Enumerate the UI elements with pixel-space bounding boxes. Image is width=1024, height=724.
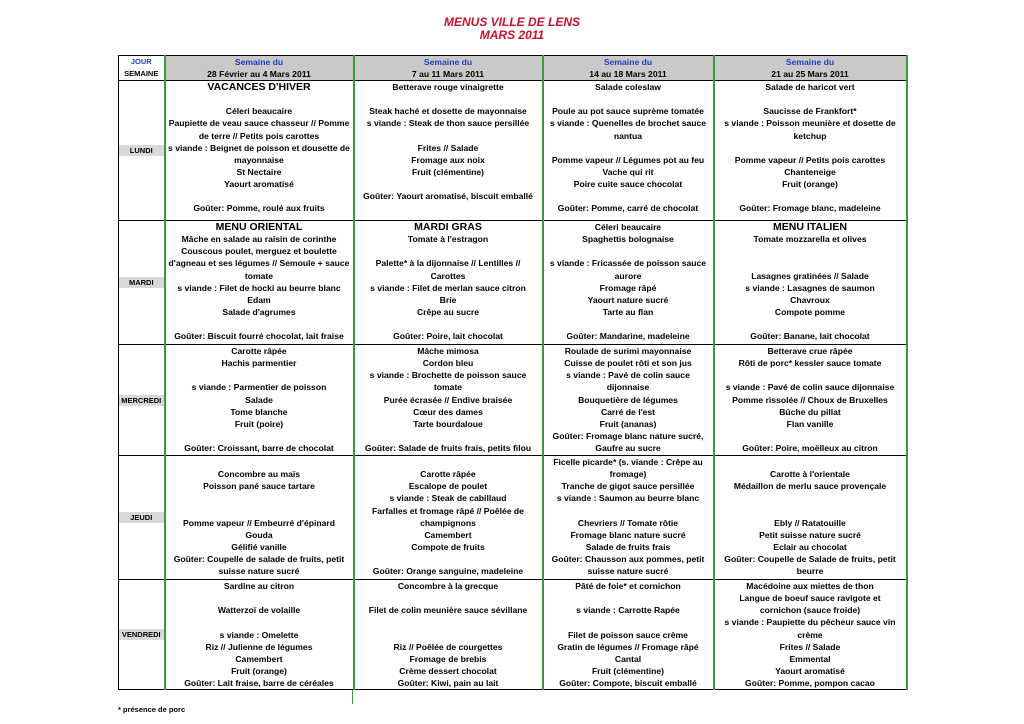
menu-line: Salade d'agrumes (222, 306, 296, 317)
menu-line (715, 369, 906, 381)
menu-line: Bouquetière de légumes (578, 394, 678, 405)
menu-line: Pomme vapeur // Légumes pot au feu (551, 154, 705, 165)
menu-line: Cantal (614, 653, 642, 664)
menu-line: de terre // Petits pois carottes (198, 130, 320, 141)
menu-line: aurore (614, 270, 642, 281)
week-dates: 28 Février au 4 Mars 2011 (207, 69, 311, 80)
menu-line: Crème dessert chocolat (399, 665, 497, 676)
day-name: JEUDI (119, 512, 164, 523)
menu-line: Salade de fruits frais (585, 541, 671, 552)
day-row-lundi (119, 81, 907, 221)
menu-line: Goûter: Pomme, roulé aux fruits (193, 203, 325, 214)
menu-line: Goûter: Compote, biscuit emballé (559, 677, 697, 688)
menu-line: fromage) (609, 469, 647, 480)
menu-line: Salade de haricot vert (765, 82, 855, 93)
menu-line: Couscous poulet, merguez et boulette (181, 246, 337, 257)
menu-line: Concombre au maïs (217, 469, 301, 480)
menu-line (715, 505, 906, 517)
menu-line: Goûter: Fromage blanc nature sucré, (552, 430, 704, 441)
menu-line: nantua (613, 130, 643, 141)
menu-line: Concombre à la grecque (397, 581, 499, 592)
menu-line: Fruit (clémentine) (591, 665, 665, 676)
menu-line (544, 190, 713, 202)
menu-line: Filet de poisson sauce crème (568, 629, 688, 640)
menu-line: Fruit (clémentine) (411, 166, 485, 177)
menu-line: Goûter: Lait fraise, barre de céréales (184, 677, 334, 688)
menu-table (118, 55, 908, 690)
menu-line: Pomme vapeur // Embeurré d'épinard (182, 517, 335, 528)
menu-cell (714, 345, 907, 456)
menu-line: Flan vanille (786, 418, 834, 429)
day-name: LUNDI (119, 145, 164, 156)
menu-line: Gaufre au sucre (595, 442, 661, 453)
menu-line: Roulade de surimi mayonnaise (564, 346, 692, 357)
menu-line (355, 318, 542, 330)
day-cell (119, 221, 165, 345)
menu-line: Frites // Salade (417, 142, 479, 153)
menu-line: Fromage aux noix (411, 154, 485, 165)
menu-line: MARDI GRAS (414, 221, 482, 234)
menu-line: Goûter: Yaourt aromatisé, biscuit emballé (363, 191, 533, 202)
week-label: Semaine du (603, 57, 653, 67)
menu-cell (165, 221, 354, 345)
menu-cell (543, 456, 714, 580)
day-cell (119, 456, 165, 580)
day-cell (119, 580, 165, 690)
page-title: MENUS VILLE DE LENS (443, 15, 580, 29)
page-subtitle: MARS 2011 (479, 28, 545, 42)
menu-line: St Nectaire (236, 166, 282, 177)
menu-cell (165, 81, 354, 221)
menu-line: Filet de colin meunière sauce sévillane (368, 605, 528, 616)
menu-line: Céleri beaucaire (594, 222, 662, 233)
menu-line (544, 245, 713, 257)
menu-line: Yaourt aromatisé (775, 665, 845, 676)
menu-line (355, 592, 542, 604)
menu-line: Petit suisse nature sucré (759, 529, 861, 540)
menu-line (715, 430, 906, 442)
menu-line (715, 318, 906, 330)
menu-line (355, 629, 542, 641)
divider-line (352, 690, 353, 704)
menu-line: Céleri beaucaire (225, 106, 293, 117)
menu-cell (543, 81, 714, 221)
jour-label: JOUR (130, 57, 152, 66)
menu-line: tomate (433, 382, 463, 393)
menu-line: Riz // Poêlée de courgettes (393, 641, 503, 652)
menu-line: s viande : Quenelles de brochet sauce (549, 118, 707, 129)
menu-line: Carré de l'est (600, 406, 656, 417)
menu-line: s viande : Pavé de colin sauce (566, 370, 690, 381)
menu-line: s viande : Lasagnes de saumon (745, 282, 875, 293)
menu-cell (543, 221, 714, 345)
week-dates: 7 au 11 Mars 2011 (411, 69, 485, 80)
menu-line: Ebly // Ratatouille (774, 517, 846, 528)
menu-line: champignons (420, 517, 476, 528)
menu-line: Eclair au chocolat (773, 541, 847, 552)
menu-line: s viande : Steak de cabillaud (389, 493, 507, 504)
menu-line: Goûter: Poire, moëlleux au citron (742, 442, 878, 453)
menu-line: Watterzoï de volaille (217, 605, 301, 616)
menu-line: Tomate à l'estragon (407, 234, 489, 245)
menu-line: mayonnaise (234, 154, 284, 165)
menu-line: Betterave crue râpée (767, 346, 853, 357)
week-label: Semaine du (234, 57, 284, 67)
menu-line: Goûter: Kiwi, pain au lait (397, 677, 499, 688)
menu-line: Pomme rissolée // Choux de Bruxelles (732, 394, 888, 405)
menu-line: Cœur des dames (413, 406, 483, 417)
menu-line (544, 142, 713, 154)
menu-line: Riz // Julienne de légumes (205, 641, 313, 652)
menu-line: Rôti de porc* kessler sauce tomate (738, 358, 882, 369)
menu-line: tomate (244, 270, 274, 281)
menu-line: Carotte râpée (231, 346, 287, 357)
menu-line: Spaghettis bolognaise (582, 234, 674, 245)
menu-line: Tranche de gigot sauce persillée (561, 481, 695, 492)
menu-line: s viande : Pavé de colin sauce dijonnaise (725, 382, 895, 393)
menu-line: Bûche du pillat (779, 406, 841, 417)
week-header-3 (543, 56, 714, 81)
menu-line: ketchup (793, 130, 827, 141)
menu-line: Carotte à l'orientale (770, 469, 850, 480)
menu-line: s viande : Carrotte Rapée (576, 605, 680, 616)
week-dates: 14 au 18 Mars 2011 (589, 69, 667, 80)
menu-line: suisse nature sucré (587, 566, 669, 577)
menu-line: Carottes (430, 270, 466, 281)
day-name: VENDREDI (119, 629, 164, 640)
menu-line (166, 592, 353, 604)
menu-line: Yaourt nature sucré (587, 294, 669, 305)
menu-cell (354, 456, 543, 580)
menu-line: MENU ITALIEN (773, 221, 847, 234)
menu-line: s viande : Parmentier de poisson (191, 382, 327, 393)
menu-line: Tomate mozzarella et olives (753, 234, 867, 245)
menu-cell (165, 580, 354, 690)
week-header-1 (165, 56, 354, 81)
menu-line (544, 592, 713, 604)
menu-line (355, 456, 542, 468)
menu-line: Fruit (orange) (782, 178, 838, 189)
menu-line: Carotte râpée (420, 469, 476, 480)
menu-line: Chanteneige (784, 166, 836, 177)
menu-line: Saucisse de Frankfort* (763, 106, 857, 117)
menu-cell (354, 221, 543, 345)
menu-line: Tome blanche (230, 406, 288, 417)
menu-line: Hachis parmentier (221, 358, 297, 369)
menu-line (355, 245, 542, 257)
menu-line: Goûter: Chausson aux pommes, petit (551, 553, 705, 564)
menu-line: Tarte au flan (602, 306, 654, 317)
menu-line (544, 616, 713, 628)
menu-line (544, 93, 713, 105)
menu-cell (714, 221, 907, 345)
menu-line: crème (797, 629, 823, 640)
week-label: Semaine du (785, 57, 835, 67)
menu-line: Goûter: Biscuit fourré chocolat, lait fraise (174, 331, 344, 342)
menu-line: Gouda (245, 529, 273, 540)
menu-line (166, 369, 353, 381)
menu-line: Cuisse de poulet rôti et son jus (564, 358, 692, 369)
menu-line (166, 93, 353, 105)
menu-line: Goûter: Pomme, carré de chocolat (557, 203, 699, 214)
menu-line (715, 257, 906, 269)
menu-line: s viande : Paupiette du pêcheur sauce vin (724, 617, 896, 628)
menu-line (166, 318, 353, 330)
menu-cell (354, 81, 543, 221)
menu-cell (354, 580, 543, 690)
menu-line: Goûter: Pomme, pompon cacao (745, 677, 875, 688)
menu-cell (165, 456, 354, 580)
menu-line (715, 245, 906, 257)
menu-line: Edam (247, 294, 271, 305)
menu-line (166, 616, 353, 628)
menu-line (355, 553, 542, 565)
week-label: Semaine du (423, 57, 473, 67)
menu-line: Lasagnes gratinées // Salade (751, 270, 869, 281)
menu-line: Fruit (ananas) (599, 418, 657, 429)
menu-line: Fromage râpé (599, 282, 657, 293)
menu-line: Goûter: Fromage blanc, madeleine (739, 203, 881, 214)
week-header-2 (354, 56, 543, 81)
menu-line: Goûter: Poire, lait chocolat (393, 331, 503, 342)
menu-line: Camembert (424, 529, 472, 540)
menu-line: Salade coleslaw (595, 82, 661, 93)
menu-line: Goûter: Banane, lait chocolat (750, 331, 870, 342)
menu-line (166, 190, 353, 202)
menu-line: Compote de fruits (411, 541, 485, 552)
menu-line: Farfalles et fromage râpé // Poêlée de (372, 505, 524, 516)
day-row-mardi (119, 221, 907, 345)
menu-line: s viande : Fricassée de poisson sauce (549, 258, 707, 269)
header-row (119, 56, 907, 81)
menu-line: beurre (796, 566, 824, 577)
menu-line (355, 616, 542, 628)
menu-line: Goûter: Mandarine, madeleine (566, 331, 690, 342)
menu-line (166, 505, 353, 517)
menu-line: s viande : Poisson meunière et dosette de (724, 118, 896, 129)
menu-cell (714, 81, 907, 221)
menu-cell (354, 345, 543, 456)
menu-line: Poire cuite sauce chocolat (573, 178, 683, 189)
menu-cell (714, 456, 907, 580)
menu-line: Escalope de poulet (408, 481, 488, 492)
day-name: MARDI (119, 277, 164, 288)
menu-line: Pomme vapeur // Petits pois carottes (734, 154, 886, 165)
day-row-vendredi (119, 580, 907, 690)
menu-line: Pâté de foie* et cornichon (575, 581, 681, 592)
menu-line (355, 178, 542, 190)
menu-line (355, 93, 542, 105)
menu-line (166, 492, 353, 504)
menu-line: Vache qui rit (602, 166, 654, 177)
menu-line: s viande : Brochette de poisson sauce (369, 370, 527, 381)
menu-line: Gratin de légumes // Fromage râpé (557, 641, 699, 652)
menu-line: Poisson pané sauce tartare (203, 481, 315, 492)
menu-cell (165, 345, 354, 456)
menu-line: d'agneau et ses légumes // Semoule + sauce (168, 258, 350, 269)
menu-line (715, 190, 906, 202)
menu-line: Mâche en salade au raisin de corinthe (181, 234, 337, 245)
day-cell (119, 81, 165, 221)
menu-line (715, 93, 906, 105)
menu-line: Goûter: Coupelle de salade de fruits, petit (173, 553, 345, 564)
menu-line: Cordon bleu (422, 358, 474, 369)
menu-line: s viande : Filet de merlan sauce citron (370, 282, 526, 293)
menu-line (715, 142, 906, 154)
week-header-4 (714, 56, 907, 81)
menu-line: s viande : Beignet de poisson et dousette de (168, 142, 350, 153)
menu-line (544, 318, 713, 330)
day-row-jeudi (119, 456, 907, 580)
jour-header (119, 56, 165, 81)
menu-line: VACANCES D'HIVER (207, 81, 311, 94)
menu-cell (543, 345, 714, 456)
menu-line: Chavroux (790, 294, 830, 305)
footnote: * présence de porc (118, 705, 186, 714)
menu-line: Médaillon de merlu sauce provençale (733, 481, 887, 492)
menu-line (355, 430, 542, 442)
menu-cell (543, 580, 714, 690)
menu-line: s viande : Steak de thon sauce persillée (366, 118, 530, 129)
menu-line: Langue de boeuf sauce ravigote et (739, 593, 881, 604)
menu-line: Fruit (orange) (231, 665, 287, 676)
menu-line: Salade (245, 394, 273, 405)
menu-line: s viande : Saumon au beurre blanc (556, 493, 700, 504)
menu-line: Gélifié vanille (231, 541, 287, 552)
menu-line: suisse nature sucré (218, 566, 300, 577)
menu-line: Ficelle picarde* (s. viande : Crêpe au (553, 457, 703, 468)
menu-line: Camembert (235, 653, 283, 664)
menu-cell (714, 580, 907, 690)
menu-line: Compote pomme (774, 306, 846, 317)
menu-line: Fruit (poire) (234, 418, 284, 429)
week-dates: 21 au 25 Mars 2011 (771, 69, 849, 80)
day-cell (119, 345, 165, 456)
menu-line: Frites // Salade (779, 641, 841, 652)
menu-line: Paupiette de veau sauce chasseur // Pomme (168, 118, 350, 129)
menu-line: MENU ORIENTAL (215, 221, 303, 234)
menu-line (715, 456, 906, 468)
menu-line: Brie (439, 294, 457, 305)
menu-line: Goûter: Croissant, barre de chocolat (184, 442, 334, 453)
menu-line: Tarte bourdaloue (413, 418, 483, 429)
menu-line (544, 505, 713, 517)
menu-line: cornichon (sauce froide) (759, 605, 861, 616)
menu-line: Macédoine aux miettes de thon (746, 581, 874, 592)
menu-line: dijonnaise (606, 382, 650, 393)
menu-line: Crêpe au sucre (416, 306, 480, 317)
menu-line: Goûter: Salade de fruits frais, petits filou (364, 442, 532, 453)
menu-line: s viande : Omelette (219, 629, 299, 640)
menu-line: Steak haché et dosette de mayonnaise (369, 106, 527, 117)
menu-line (166, 430, 353, 442)
menu-line: Goûter: Coupelle de Salade de fruits, petit (724, 553, 896, 564)
menu-line: Goûter: Orange sanguine, madeleine (372, 566, 524, 577)
menu-line: Emmental (789, 653, 831, 664)
menu-line (166, 456, 353, 468)
menu-line: Fromage blanc nature sucré (570, 529, 686, 540)
menu-line: Fromage de brebis (409, 653, 487, 664)
menu-line: Chevriers // Tomate rôtie (577, 517, 679, 528)
menu-line (355, 130, 542, 142)
menu-line: Purée écrasée // Endive braisée (383, 394, 513, 405)
menu-line: Betterave rouge vinaigrette (392, 82, 504, 93)
menu-line: Palette* à la dijonnaise // Lentilles // (375, 258, 521, 269)
menu-line: Mâche mimosa (417, 346, 479, 357)
day-name: MERCREDI (119, 395, 164, 406)
day-row-mercredi (119, 345, 907, 456)
menu-line: Poule au pot sauce suprème tomatée (552, 106, 704, 117)
menu-line (715, 492, 906, 504)
menu-line: Sardine au citron (223, 581, 295, 592)
menu-line: s viande : Filet de hocki au beurre blanc (177, 282, 341, 293)
semaine-label: SEMAINE (124, 69, 159, 79)
menu-line: Yaourt aromatisé (224, 178, 294, 189)
